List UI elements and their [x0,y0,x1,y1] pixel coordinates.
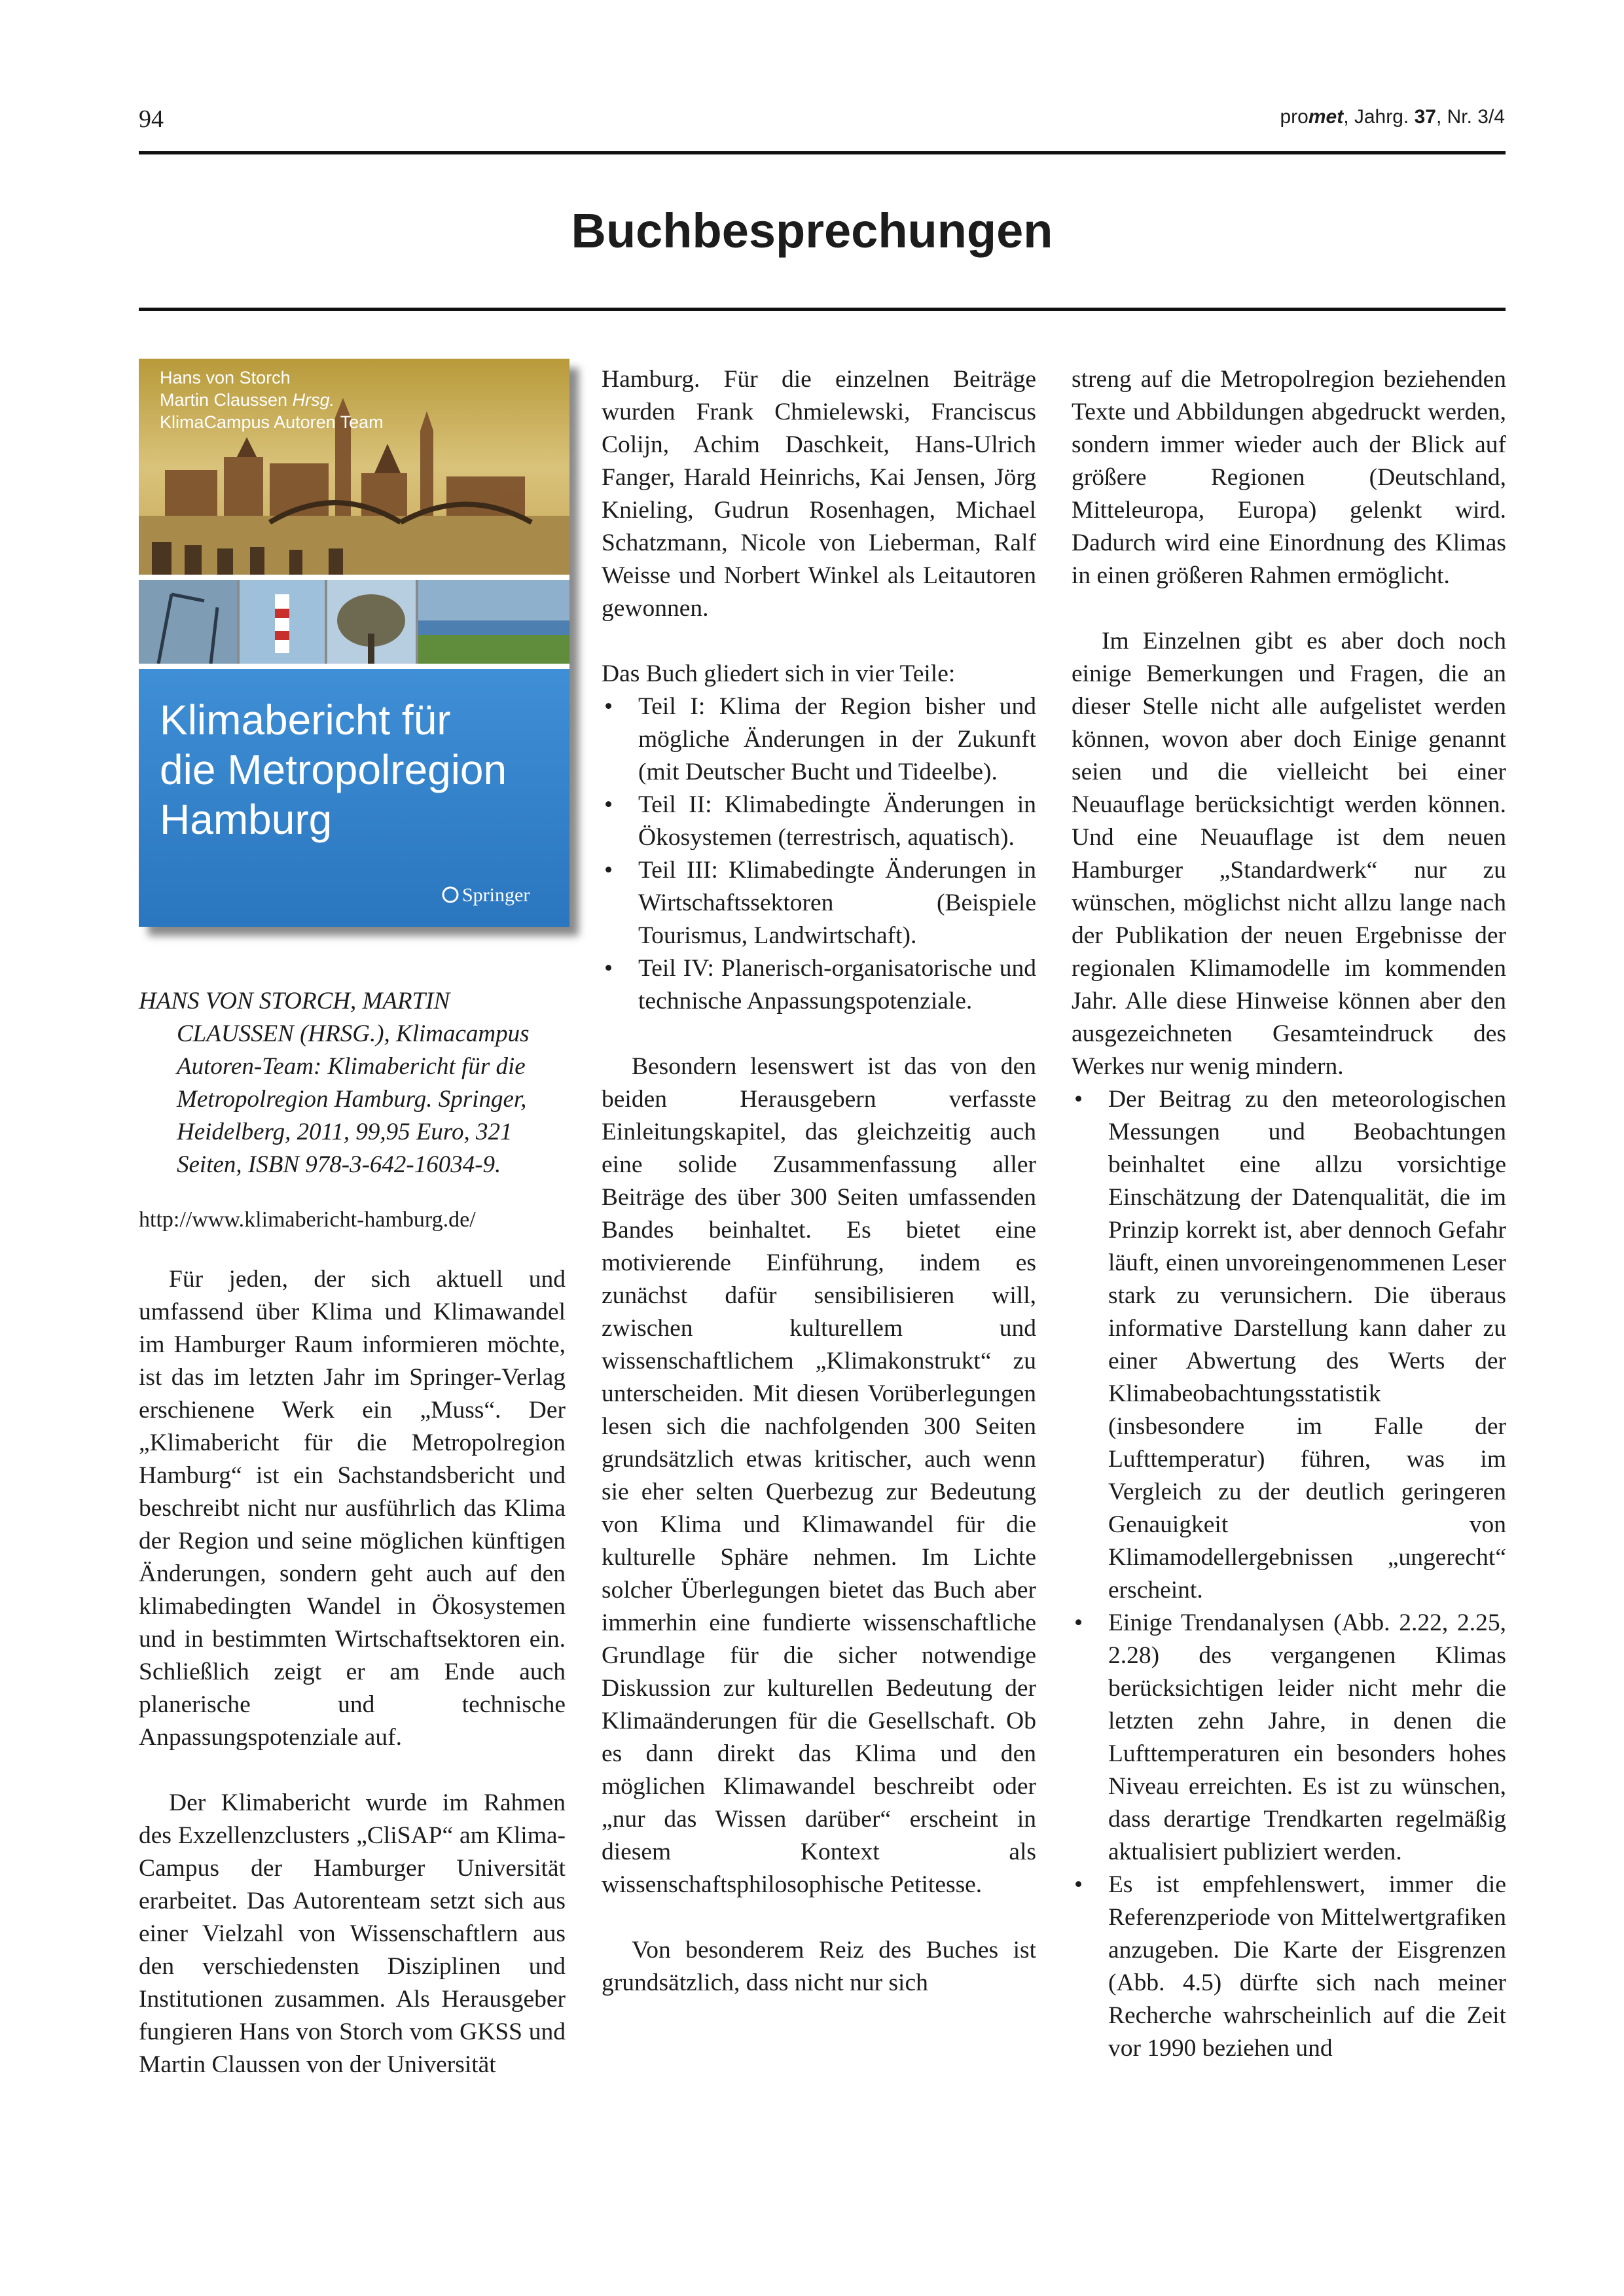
list-item: • Der Beitrag zu den meteorologischen Messungen und Beobachtungen beinhaltet eine allzu vorsichtige Einschätzung der Datenqualität, die im Prinzip korrekt ist, aber dennoch Gefahr läuft, einen unvoreingenommenen Leser stark zu verunsichern. Die überaus informative Darstellung kann daher zu einer Abwertung des Werts der Klimabeobachtungsstatistik (insbesondere im Falle der Lufttemperatur) führen, was im Vergleich zu der deutlich geringeren Genauigkeit von Klimamodellergebnissen „ungerecht“ erscheint. [1072,1083,1506,1607]
paragraph: Hamburg. Für die einzelnen Beiträge wurden Frank Chmielewski, Franciscus Colijn, Achim Daschkeit, Hans-Ulrich Fanger, Harald Heinrichs, Kai Jensen, Jörg Knieling, Gudrun Rosenhagen, Michael Schatzmann, Nicole von Lieberman, Ralf Weisse und Norbert Winkel als Leitautoren gewonnen. [602,366,1036,622]
citation-line: Seiten, ISBN 978-3-642-16034-9. [177,1151,501,1178]
journal-reference [1280,106,1505,128]
bullet-list [602,691,1036,1018]
paragraph: Das Buch gliedert sich in vier Teile: [602,660,956,687]
journal-mid: , Jahrg. [1343,106,1415,128]
list-item: • Einige Trendanalysen (Abb. 2.22, 2.25, 2.28) des vergangenen Klimas berücksichtigen leider nicht mehr die letzten zehn Jahre, in denen die Lufttemperaturen ein besonders hohes Niveau erreichten. Es ist zu wünschen, dass derartige Trendkarten regelmäßig aktualisiert publiziert werden. [1072,1607,1506,1869]
journal-prefix: pro [1280,106,1308,128]
cover-title-2: die Metropolregion [160,746,507,793]
cover-title-1: Klimabericht für [160,696,451,744]
cover-publisher: Springer [462,884,530,906]
column-1 [139,1263,566,2081]
book-citation [139,985,566,1181]
paragraph: Der Klimabericht wurde im Rahmen des Exzellenzclusters „CliSAP“ am Klima-Campus der Hamburger Universität erarbeitet. Das Autorenteam setzt sich aus einer Vielzahl von Wissenschaftlern aus den verschiedensten Disziplinen und Institutionen zusammen. Als Herausgeber fungieren Hans von Storch vom GKSS und Martin Claussen von der Universität [139,1789,566,2078]
journal-volume: 37 [1414,106,1436,128]
paragraph: streng auf die Metropolregion beziehenden Texte und Abbildungen abgedruckt werden, sondern immer wieder auch der Blick auf größere Regionen (Deutschland, Mitteleuropa, Europa) gelenkt wird. Dadurch wird eine Einordnung des Klimas in einen größeren Rahmen ermöglicht. [1072,366,1506,589]
paragraph: Im Einzelnen gibt es aber doch noch einige Bemerkungen und Fragen, die an dieser Stelle nicht alle aufgelistet werden können, wovon aber doch Einige genannt seien und die vielleicht bei einer Neuauflage berücksichtigt werden können. Und eine Neuauflage ist dem neuen Hamburger „Standardwerk“ nur zu wünschen, möglichst nicht allzu lange nach der Publikation der neuen Ergebnisse der regionalen Klimamodelle im kommenden Jahr. Alle diese Hinweise können aber den ausgezeichneten Gesamteindruck des Werkes nur wenig mindern. [1072,628,1506,1080]
column-3 [1072,363,1506,2065]
citation-line: CLAUSSEN (HRSG.), Klimacampus [177,1020,530,1047]
citation-line: Heidelberg, 2011, 99,95 Euro, 321 [177,1119,513,1145]
list-item: • Teil III: Klimabedingte Änderungen in Wirtschaftssektoren (Beispiele Tourismus, Landwirtschaft). [602,854,1036,952]
journal-brand: met [1308,106,1344,128]
cover-title-3: Hamburg [160,796,333,843]
paragraph: Von besonderem Reiz des Buches ist grundsätzlich, dass nicht nur sich [602,1937,1036,1996]
book-cover-image [139,359,569,927]
list-item: • Teil II: Klimabedingte Änderungen in Ökosystemen (terrestrisch, aquatisch). [602,789,1036,854]
column-2 [602,363,1036,2000]
bullet-list [1072,1083,1506,2065]
citation-line: HANS VON STORCH, MARTIN [139,988,450,1014]
cover-author-2: Martin Claussen Hrsg. [160,390,335,410]
cover-author-3: KlimaCampus Autoren Team [160,412,384,432]
list-item: • Teil I: Klima der Region bisher und mögliche Änderungen in der Zukunft (mit Deutscher Bucht und Tideelbe). [602,691,1036,789]
list-item: • Teil IV: Planerisch-organisatorische und technische Anpassungspotenziale. [602,952,1036,1018]
journal-issue: , Nr. 3/4 [1435,106,1505,128]
list-item: • Es ist empfehlenswert, immer die Referenzperiode von Mittelwertgrafiken anzugeben. Die Karte der Eisgrenzen (Abb. 4.5) dürfte sich nach meiner Recherche wahrscheinlich auf die Zeit vor 1990 beziehen und [1072,1869,1506,2065]
cover-author-1: Hans von Storch [160,368,291,387]
paragraph: Für jeden, der sich aktuell und umfassend über Klima und Klimawandel im Hamburger Raum informieren möchte, ist das im letzten Jahr im Springer-Verlag erschienene Werk ein „Muss“. Der „Klimabericht für die Metropolregion Hamburg“ ist ein Sachstandsbericht und beschreibt nicht nur ausführlich das Klima der Region und seine möglichen künftigen Änderungen, sondern geht auch auf den klimabedingten Wandel in Ökosystemen und in bestimmten Wirtschaftsektoren ein. Schließlich zeigt er am Ende auch planerische und technische Anpassungspotenziale auf. [139,1266,566,1751]
paragraph: Besondern lesenswert ist das von den beiden Herausgebern verfasste Einleitungskapitel, das gleichzeitig auch eine solide Zusammenfassung aller Beiträge des über 300 Seiten umfassenden Bandes beinhaltet. Es bietet eine motivierende Einführung, indem es zunächst dafür sensibilisieren will, zwischen kulturellem und wissenschaftlichem „Klimakonstrukt“ zu unterscheiden. Mit diesen Vorüberlegungen lesen sich die nachfolgenden 300 Seiten grundsätzlich etwas kritischer, auch wenn sie eher selten Querbezug zur Bedeutung von Klima und Klimawandel für die kulturelle Sphäre nehmen. Im Lichte solcher Überlegungen bietet das Buch aber immerhin eine fundierte wissenschaftliche Grundlage für die sicher notwendige Diskussion zur kulturellen Bedeutung der Klimaänderungen für die Gesellschaft. Ob es dann direkt das Klima und den möglichen Klimawandel beschreibt oder „nur das Wissen darüber“ erscheint in diesem Kontext als wissenschaftsphilosophische Petitesse. [602,1053,1036,1898]
citation-line: Metropolregion Hamburg. Springer, [177,1086,527,1113]
title-rule [139,308,1506,311]
header-rule [139,151,1506,154]
page-number: 94 [139,105,164,133]
citation-line: Autoren-Team: Klimabericht für die [177,1053,526,1080]
section-title: Buchbesprechungen [571,204,1053,258]
book-url-link[interactable]: http://www.klimabericht-hamburg.de/ [139,1208,476,1232]
